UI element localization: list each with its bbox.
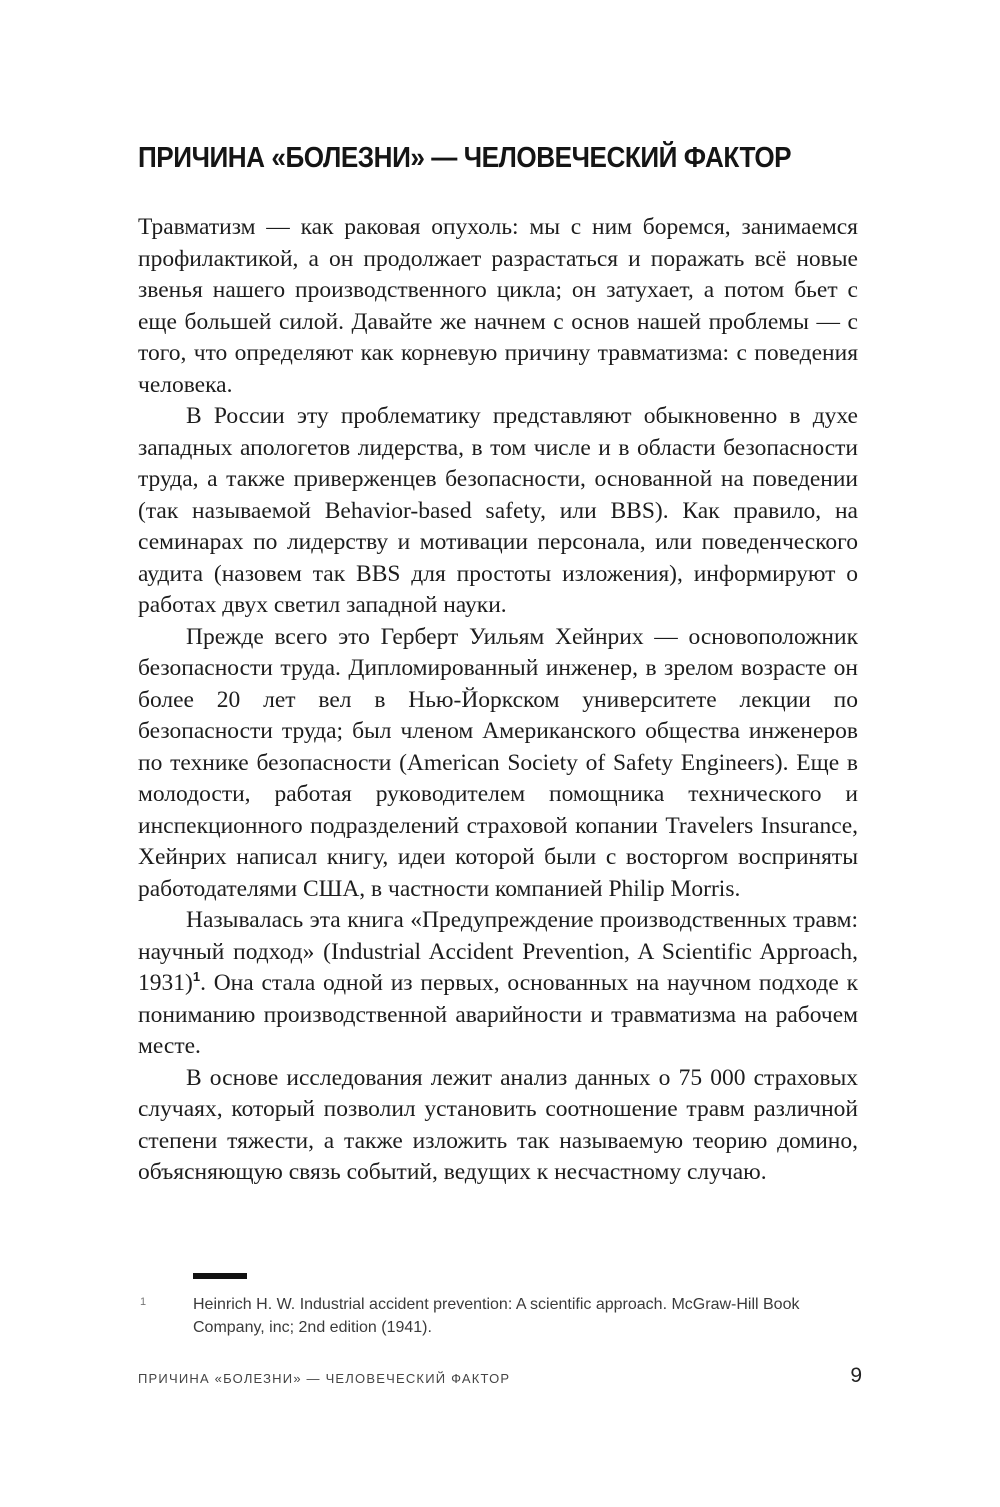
paragraph-4 (138, 905, 858, 1063)
footnote-text: Heinrich H. W. Industrial accident prevention: A scientific approach. McGraw-Hill Book Company, inc; 2nd edition (1941). (193, 1296, 800, 1336)
body-text (138, 212, 858, 1189)
page-number: 9 (850, 1364, 862, 1387)
chapter-title: ПРИЧИНА «БОЛЕЗНИ» — ЧЕЛОВЕЧЕСКИЙ ФАКТОР (138, 142, 792, 174)
footnote-number: 1 (140, 1296, 147, 1308)
footnote-divider (193, 1273, 247, 1279)
footnote (138, 1293, 858, 1339)
paragraph-1: Травматизм — как раковая опухоль: мы с ним боремся, занимаемся профилактикой, а он продолжает разрастаться и поражать всё новые звенья нашего производственного цикла; он затухает, а потом бьет с еще большей силой. Давайте же начнем с основ нашей проблемы — с того, что определяют как корневую причину травматизма: с поведения человека. (138, 214, 858, 398)
paragraph-5: В основе исследования лежит анализ данных о 75 000 страховых случаях, который позволил установить соотношение травм различной степени тяжести, а также изложить так называемую теорию домино, объясняющую связь событий, ведущих к несчастному случаю. (138, 1064, 858, 1185)
paragraph-4-tail: . Она стала одной из первых, основанных на научном подходе к пониманию производственной аварийности и травматизма на рабочем месте. (138, 970, 858, 1059)
paragraph-2: В России эту проблематику представляют обыкновенно в духе западных апологетов лидерства, в том числе и в области безопасности труда, а также приверженцев безопасности, основанной на поведении (так называемой Behavior-based safety, или BBS). Как правило, на семинарах по лидерству и мотивации персонала, или поведенческого аудита (назовем так BBS для простоты изложения), информируют о работах двух светил западной науки. (138, 403, 858, 618)
paragraph-3: Прежде всего это Герберт Уильям Хейнрих — основоположник безопасности труда. Дипломированный инженер, в зрелом возрасте он более 20 лет вел в Нью-Йоркском университете лекции по безопасности труда; был членом Американского общества инженеров по технике безопасности (American Society of Safety Engineers). Еще в молодости, работая руководителем помощника технического и инспекционного подразделений страховой копании Travelers Insurance, Хейнрих написал книгу, идеи которой были с восторгом восприняты работодателями США, в частности компанией Philip Morris. (138, 623, 858, 902)
paragraph-4-text: Называлась эта книга «Предупреждение производственных травм: научный подход» (Industrial Accident Prevention, A Scientific Approach, 1931) (138, 907, 858, 996)
running-head: ПРИЧИНА «БОЛЕЗНИ» — ЧЕЛОВЕЧЕСКИЙ ФАКТОР (138, 1371, 511, 1386)
footnote-reference[interactable]: 1 (192, 969, 201, 985)
